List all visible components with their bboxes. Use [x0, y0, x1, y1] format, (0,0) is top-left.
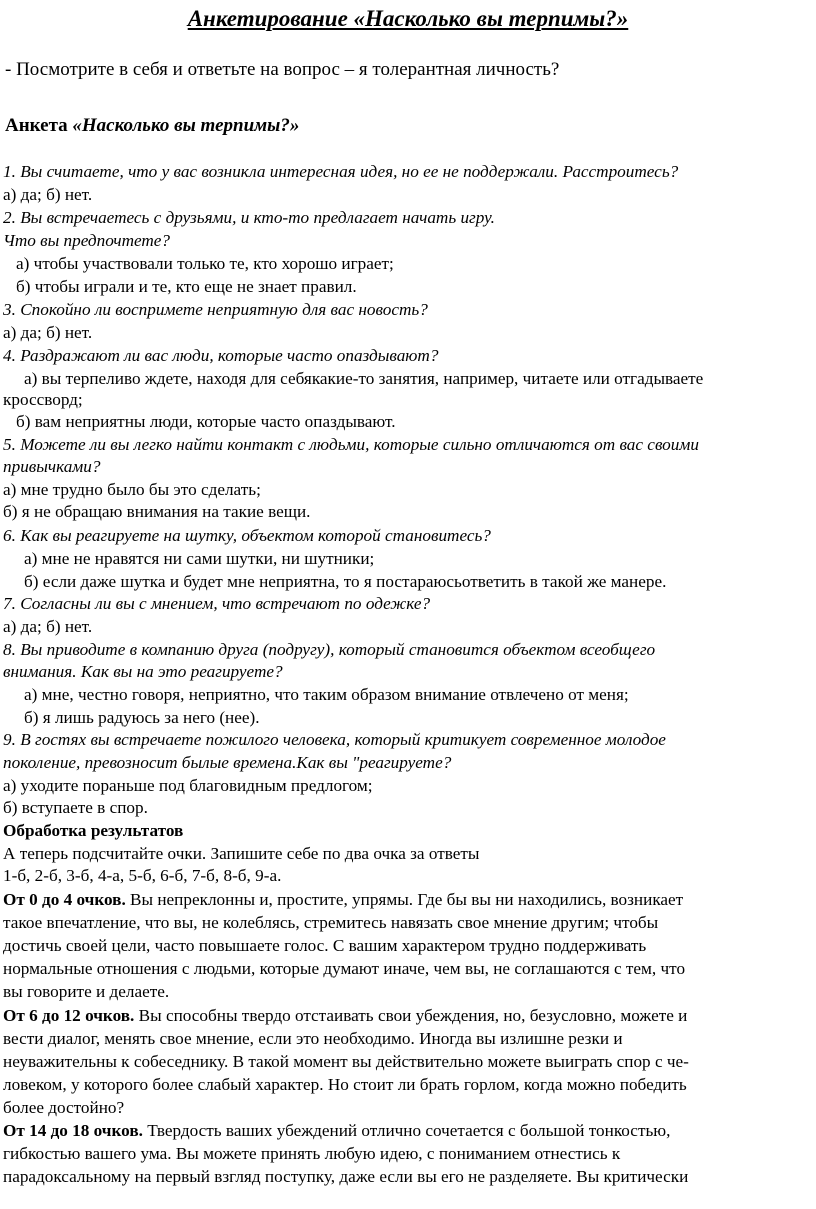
results-intro: А теперь подсчитайте очки. Запишите себе по два очка за ответы: [3, 844, 480, 863]
answer-9b: б) вступаете в спор.: [3, 798, 148, 817]
score-range-0-4: От 0 до 4 очков. Вы непреклонны и, простите, упрямы. Где бы вы ни находились, возникает: [3, 890, 684, 909]
survey-heading: Анкета «Насколько вы терпимы?»: [5, 115, 300, 136]
score-range-0-4-text: вы говорите и делаете.: [3, 982, 170, 1001]
score-range-14-18-text: гибкостью вашего ума. Вы можете принять любую идею, с пониманием отнестись к: [3, 1144, 621, 1163]
score-range-6-12-text: вести диалог, менять свое мнение, если это необходимо. Иногда вы излишне резки и: [3, 1029, 623, 1048]
answer-6b: б) если даже шутка и будет мне неприятна, то я постараюсьответить в такой же манере.: [24, 572, 667, 591]
answer-key: 1-б, 2-б, 3-б, 4-а, 5-б, 6-б, 7-б, 8-б, 9-а.: [3, 866, 282, 885]
answer-8a: а) мне, честно говоря, неприятно, что таким образом внимание отвлечено от меня;: [24, 685, 629, 704]
score-range-0-4-text: нормальные отношения с людьми, которые думают иначе, чем вы, не соглашаются с тем, что: [3, 959, 686, 978]
answer-5a: а) мне трудно было бы это сделать;: [3, 480, 261, 499]
question-5-cont: привычками?: [3, 457, 101, 476]
intro-text: - Посмотрите в себя и ответьте на вопрос – я толерантная личность?: [5, 59, 560, 80]
answers-1: а) да; б) нет.: [3, 185, 93, 204]
question-6: 6. Как вы реагируете на шутку, объектом которой становитесь?: [3, 526, 491, 545]
answer-4a: а) вы терпеливо ждете, находя для себякакие-то занятия, например, читаете или отгадываете: [24, 369, 704, 388]
score-range-6-12-text: более достойно?: [3, 1098, 125, 1117]
answer-4a-cont: кроссворд;: [3, 390, 83, 409]
results-heading: Обработка результатов: [3, 821, 184, 840]
question-4: 4. Раздражают ли вас люди, которые часто опаздывают?: [3, 346, 439, 365]
answer-5b: б) я не обращаю внимания на такие вещи.: [3, 502, 311, 521]
answers-3: а) да; б) нет.: [3, 323, 93, 342]
answer-4b: б) вам неприятны люди, которые часто опаздывают.: [16, 412, 396, 431]
score-range-14-18-text: парадоксальному на первый взгляд поступку, даже если вы его не разделяете. Вы критически: [3, 1167, 689, 1186]
question-9-cont: поколение, превозносит былые времена.Как вы "реагируете?: [3, 753, 452, 772]
score-range-6-12-text: ловеком, у которого более слабый характер. Но стоит ли брать горлом, когда можно победить: [3, 1075, 687, 1094]
question-7: 7. Согласны ли вы с мнением, что встречают по одежке?: [3, 594, 431, 613]
question-3: 3. Спокойно ли воспримете неприятную для вас новость?: [3, 300, 428, 319]
question-8: 8. Вы приводите в компанию друга (подругу), который становится объектом всеобщего: [3, 640, 656, 659]
score-range-6-12-text: неуважительны к собеседнику. В такой момент вы действительно можете выиграть спор с че-: [3, 1052, 689, 1071]
score-range-0-4-text: достичь своей цели, часто повышаете голос. С вашим характером трудно поддерживать: [3, 936, 647, 955]
score-range-6-12: От 6 до 12 очков. Вы способны твердо отстаивать свои убеждения, но, безусловно, можете и: [3, 1006, 688, 1025]
question-5: 5. Можете ли вы легко найти контакт с людьми, которые сильно отличаются от вас своими: [3, 435, 699, 454]
score-range-14-18: От 14 до 18 очков. Твердость ваших убеждений отлично сочетается с большой тонкостью,: [3, 1121, 671, 1140]
answer-9a: а) уходите пораньше под благовидным предлогом;: [3, 776, 373, 795]
answer-8b: б) я лишь радуюсь за него (нее).: [24, 708, 260, 727]
question-1: 1. Вы считаете, что у вас возникла интересная идея, но ее не поддержали. Расстроитесь?: [3, 162, 679, 181]
answer-2b: б) чтобы играли и те, кто еще не знает правил.: [16, 277, 357, 296]
answer-2a: а) чтобы участвовали только те, кто хорошо играет;: [16, 254, 394, 273]
answer-6a: а) мне не нравятся ни сами шутки, ни шутники;: [24, 549, 375, 568]
question-8-cont: внимания. Как вы на это реагируете?: [3, 662, 283, 681]
page-title: Анкетирование «Насколько вы терпимы?»: [187, 6, 629, 31]
question-2-cont: Что вы предпочтете?: [3, 231, 171, 250]
answers-7: а) да; б) нет.: [3, 617, 93, 636]
score-range-0-4-text: такое впечатление, что вы, не колеблясь, стремитесь навязать свое мнение другим; чтобы: [3, 913, 659, 932]
question-2: 2. Вы встречаетесь с друзьями, и кто-то предлагает начать игру.: [3, 208, 495, 227]
question-9: 9. В гостях вы встречаете пожилого человека, который критикует современное молодое: [3, 730, 666, 749]
